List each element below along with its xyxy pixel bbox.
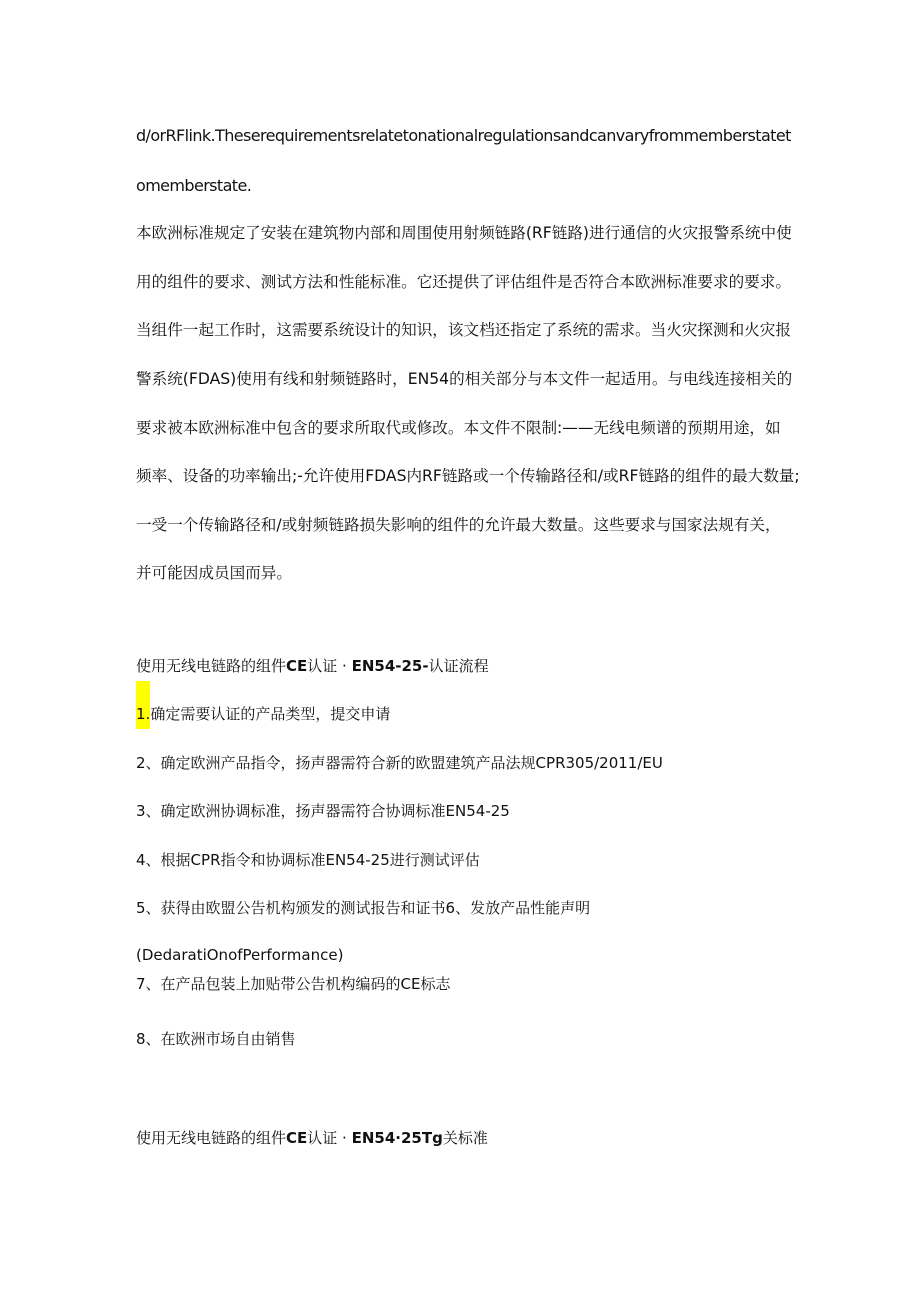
heading-standard: EN54-25- — [351, 657, 429, 675]
heading-prefix: 使用无线电链路的组件 — [136, 657, 287, 675]
section-heading-certification-process — [136, 656, 489, 676]
step-8: 8、在欧洲市场自由销售 — [136, 1030, 296, 1048]
paragraph-line-5: 要求被本欧洲标准中包含的要求所取代或修改。本文件不限制:——无线电频谱的预期用途，如 — [136, 419, 781, 437]
step-1-text: 确定需要认证的产品类型，提交申请 — [150, 705, 391, 723]
step-1 — [136, 704, 390, 724]
heading2-standard: EN54·25Tg — [351, 1129, 443, 1147]
heading-mid: 认证 · — [307, 657, 352, 675]
paragraph-line-2: 用的组件的要求、测试方法和性能标准。它还提供了评估组件是否符合本欧洲标准要求的要求。 — [136, 273, 791, 291]
paragraph-line-4: 警系统(FDAS)使用有线和射频链路时，EN54的相关部分与本文件一起适用。与电线连接相关的 — [136, 370, 793, 388]
paragraph-line-3: 当组件一起工作时，这需要系统设计的知识，该文档还指定了系统的需求。当火灾探测和火灾报 — [136, 321, 791, 339]
step-5-continuation: (DedaratiOnofPerformance) — [136, 946, 344, 964]
step-7: 7、在产品包装上加贴带公告机构编码的CE标志 — [136, 975, 451, 993]
step-4: 4、根据CPR指令和协调标准EN54-25进行测试评估 — [136, 851, 480, 869]
heading2-ce: CE — [286, 1129, 308, 1147]
english-text-line-2: omemberstate. — [136, 176, 252, 195]
heading-ce: CE — [286, 657, 308, 675]
step-3: 3、确定欧洲协调标准，扬声器需符合协调标准EN54-25 — [136, 802, 510, 820]
step-2: 2、确定欧洲产品指令，扬声器需符合新的欧盟建筑产品法规CPR305/2011/EU — [136, 754, 663, 772]
heading2-suffix: 关标准 — [442, 1129, 488, 1147]
english-text-line-1: d/orRFlink.Theserequirementsrelatetonationalregulationsandcanvaryfrommemberstatet — [136, 126, 791, 145]
paragraph-line-7: 一受一个传输路径和/或射频链路损失影响的组件的允许最大数量。这些要求与国家法规有关， — [136, 516, 781, 534]
step-5: 5、获得由欧盟公告机构颁发的测试报告和证书6、发放产品性能声明 — [136, 899, 591, 917]
paragraph-line-8: 并可能因成员国而异。 — [136, 564, 292, 582]
paragraph-line-6: 频率、设备的功率输出;-允许使用FDAS内RF链路或一个传输路径和/或RF链路的组件的最大数量; — [136, 467, 800, 485]
heading2-mid: 认证 · — [307, 1129, 352, 1147]
step-1-number: 1. — [136, 705, 151, 723]
heading-suffix: 认证流程 — [428, 657, 489, 675]
heading2-prefix: 使用无线电链路的组件 — [136, 1129, 287, 1147]
section-heading-related-standards — [136, 1128, 488, 1148]
paragraph-line-1: 本欧洲标准规定了安装在建筑物内部和周围使用射频链路(RF链路)进行通信的火灾报警系统中使 — [136, 224, 792, 242]
